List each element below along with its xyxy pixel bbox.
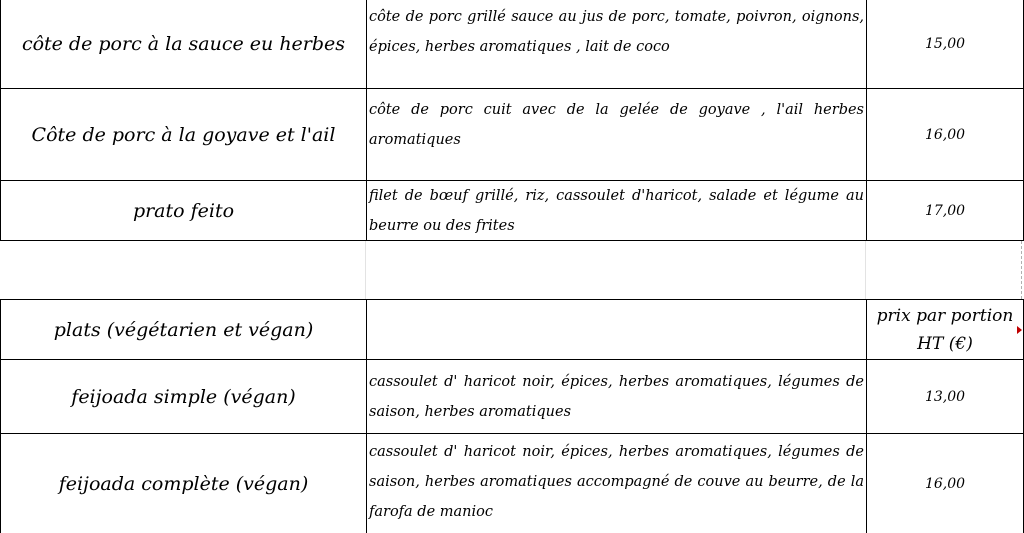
section-title: plats (végétarien et végan) [53, 318, 314, 341]
cell-dish-name[interactable] [0, 0, 366, 89]
cell-dish-description[interactable] [366, 180, 866, 241]
dish-name: feijoada simple (végan) [71, 385, 296, 408]
cell-dish-description[interactable] [366, 88, 866, 181]
cell-price-header[interactable] [866, 299, 1024, 360]
comment-indicator-icon[interactable] [1017, 326, 1022, 334]
empty-cell[interactable] [866, 241, 1024, 299]
section-header-row [0, 299, 1024, 360]
dish-price: 13,00 [924, 388, 966, 405]
table-row [0, 433, 1024, 533]
dish-price: 17,00 [924, 202, 966, 219]
table-row [0, 88, 1024, 181]
table-row [0, 0, 1024, 89]
cell-dish-description[interactable] [366, 359, 866, 434]
cell-dish-description[interactable] [366, 0, 866, 89]
empty-cell[interactable] [0, 241, 366, 299]
dish-name: prato feito [132, 199, 235, 222]
cell-dish-price[interactable] [866, 88, 1024, 181]
cell-dish-name[interactable] [0, 359, 366, 434]
cell-dish-description[interactable] [366, 433, 866, 533]
dish-price: 15,00 [924, 36, 966, 52]
dish-name: Côte de porc à la goyave et l'ail [31, 123, 336, 146]
dish-description: côte de porc grillé sauce au jus de porc, tomate, poivron, oignons, épices, herbes aromatiques , lait de coco [369, 9, 864, 55]
cell-section-title[interactable] [0, 299, 366, 360]
cell-dish-price[interactable] [866, 433, 1024, 533]
empty-cell[interactable] [366, 299, 866, 360]
cell-dish-price[interactable] [866, 0, 1024, 89]
cell-dish-price[interactable] [866, 180, 1024, 241]
dish-name: feijoada complète (végan) [58, 473, 309, 495]
page-break-line [1020, 241, 1022, 299]
cell-dish-name[interactable] [0, 180, 366, 241]
cell-dish-price[interactable] [866, 359, 1024, 434]
dish-price: 16,00 [924, 476, 966, 492]
dish-price: 16,00 [924, 126, 966, 143]
price-header-line1: prix par portion [876, 305, 1014, 326]
empty-row [0, 241, 1024, 299]
price-header-line2: HT (€) [917, 333, 973, 354]
cell-dish-name[interactable] [0, 88, 366, 181]
table-row [0, 180, 1024, 241]
dish-name: côte de porc à la sauce eu herbes [21, 33, 346, 55]
dish-description: côte de porc cuit avec de la gelée de goyave , l'ail herbes aromatiques [369, 102, 864, 148]
dish-description: cassoulet d' haricot noir, épices, herbes aromatiques, légumes de saison, herbes aromatiques [369, 374, 864, 420]
cell-dish-name[interactable] [0, 433, 366, 533]
dish-description: filet de bœuf grillé, riz, cassoulet d'haricot, salade et légume au beurre ou des frites [369, 188, 864, 234]
table-row [0, 359, 1024, 434]
dish-description: cassoulet d' haricot noir, épices, herbes aromatiques, légumes de saison, herbes aromatiques accompagné de couve au beurre, de la farofa de manioc [369, 444, 864, 520]
empty-cell[interactable] [366, 241, 866, 299]
